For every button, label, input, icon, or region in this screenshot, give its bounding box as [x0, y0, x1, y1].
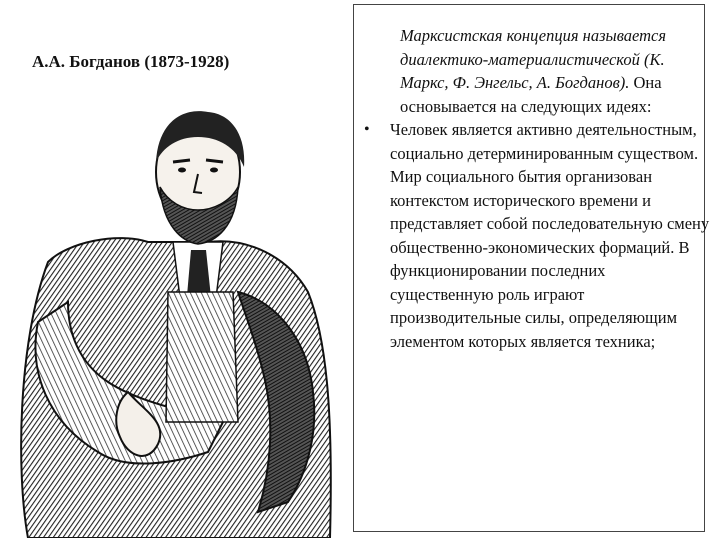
- bullet-item: [364, 118, 710, 353]
- text-block: [364, 24, 710, 353]
- intro-italic-text: Марксистская концепция называется диалектико-материалистической (К. Маркс, Ф. Энгельс, А. Богданов).: [400, 26, 667, 92]
- bullet-text: Человек является активно деятельностным, социально детерминированным существом. Мир социального бытия организован контекстом исторического времени и представляет собой последовательную смену общественно-экономических формаций. В функционировании последних существенную роль играют производительные силы, определяющим элементом которых является техника;: [390, 120, 710, 351]
- portrait-caption: А.А. Богданов (1873-1928): [32, 52, 230, 71]
- portrait-engraving: [8, 92, 338, 538]
- intro-plain-text: Она основывается на следующих идеях:: [400, 73, 662, 116]
- vest: [166, 292, 238, 422]
- bullet-dot-icon: •: [364, 121, 370, 138]
- intro-paragraph: [390, 24, 710, 118]
